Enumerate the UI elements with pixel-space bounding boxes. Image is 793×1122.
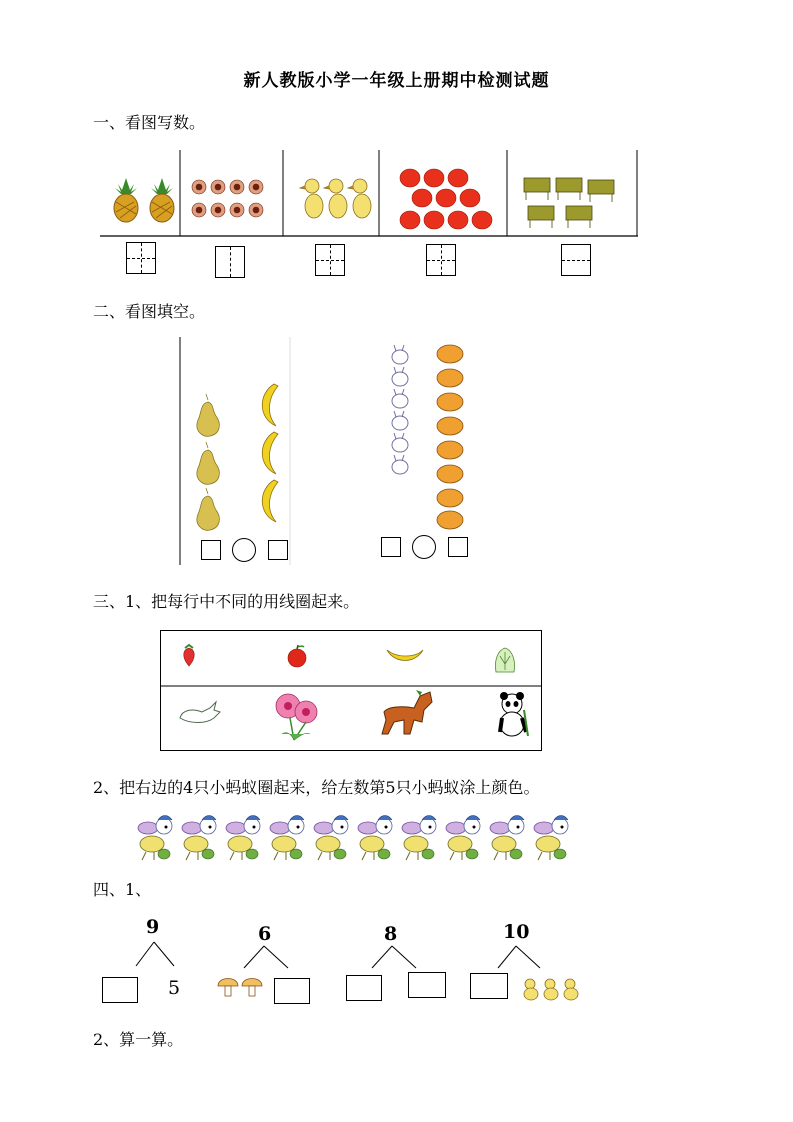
- answer-box[interactable]: [102, 977, 138, 1003]
- cabbage-icon: [492, 646, 518, 674]
- page-title: 新人教版小学一年级上册期中检测试题: [243, 71, 550, 91]
- number-bond-lines: [492, 944, 548, 972]
- ant-icon[interactable]: [446, 816, 480, 861]
- answer-box[interactable]: [470, 973, 508, 999]
- number-bond-top: 8: [384, 923, 398, 945]
- answer-box[interactable]: [346, 975, 382, 1001]
- number-bond-part: 5: [168, 977, 181, 999]
- section3-q1: 三、1、把每行中不同的用线圈起来。: [93, 592, 360, 611]
- flower-icon: [272, 690, 320, 742]
- ant-row: [138, 812, 584, 864]
- flower-icon: [190, 178, 270, 220]
- number-bond-lines: [366, 944, 422, 972]
- odd-one-out-table: [160, 630, 544, 752]
- number-bond-top: 10: [503, 921, 530, 943]
- ant-icon[interactable]: [138, 816, 172, 861]
- section2-heading: 二、看图填空。: [93, 302, 206, 321]
- compare-circle[interactable]: [232, 538, 256, 562]
- section4-q1: 四、1、: [93, 880, 152, 899]
- rabbit-icon: [388, 345, 414, 489]
- horse-icon: [374, 688, 436, 738]
- section4-q2: 2、算一算。: [93, 1030, 184, 1049]
- chick-icon: [522, 976, 582, 1002]
- answer-box[interactable]: [381, 537, 401, 557]
- strawberry-icon: [180, 644, 198, 668]
- banana-icon: [254, 382, 286, 524]
- answer-box[interactable]: [426, 244, 456, 276]
- answer-box[interactable]: [274, 978, 310, 1004]
- answer-box[interactable]: [315, 244, 345, 276]
- banana-icon: [385, 646, 425, 668]
- ant-icon[interactable]: [314, 816, 348, 861]
- pear-icon: [192, 392, 226, 528]
- section3-q2: 2、把右边的4只小蚂蚁圈起来，给左数第5只小蚂蚁涂上颜色。: [93, 778, 540, 797]
- ant-icon[interactable]: [226, 816, 260, 861]
- compare-circle[interactable]: [412, 535, 436, 559]
- ant-icon[interactable]: [402, 816, 436, 861]
- section1-heading: 一、看图写数。: [93, 113, 206, 132]
- answer-box[interactable]: [126, 242, 156, 274]
- apple-icon: [286, 644, 308, 668]
- number-bond-lines: [240, 944, 294, 972]
- duck-icon: [302, 178, 372, 222]
- rabbit-icon: [176, 700, 224, 728]
- ant-icon[interactable]: [358, 816, 392, 861]
- answer-box[interactable]: [215, 246, 245, 278]
- ant-icon[interactable]: [270, 816, 304, 861]
- tomato-icon: [396, 166, 498, 234]
- answer-box[interactable]: [561, 244, 591, 276]
- number-bond-lines: [132, 940, 180, 970]
- ant-icon[interactable]: [182, 816, 216, 861]
- ant-icon[interactable]: [534, 816, 568, 861]
- number-bond-top: 6: [258, 923, 272, 945]
- answer-box[interactable]: [408, 972, 446, 998]
- cow-icon: [522, 172, 624, 232]
- answer-box[interactable]: [268, 540, 288, 560]
- monkey-icon: [434, 344, 468, 530]
- answer-box[interactable]: [201, 540, 221, 560]
- number-bond-top: 9: [146, 916, 160, 938]
- pineapple-icon: [148, 178, 176, 222]
- ant-icon[interactable]: [490, 816, 524, 861]
- answer-box[interactable]: [448, 537, 468, 557]
- mushroom-icon: [216, 974, 266, 998]
- panda-icon: [496, 692, 530, 738]
- pineapple-icon: [112, 178, 140, 222]
